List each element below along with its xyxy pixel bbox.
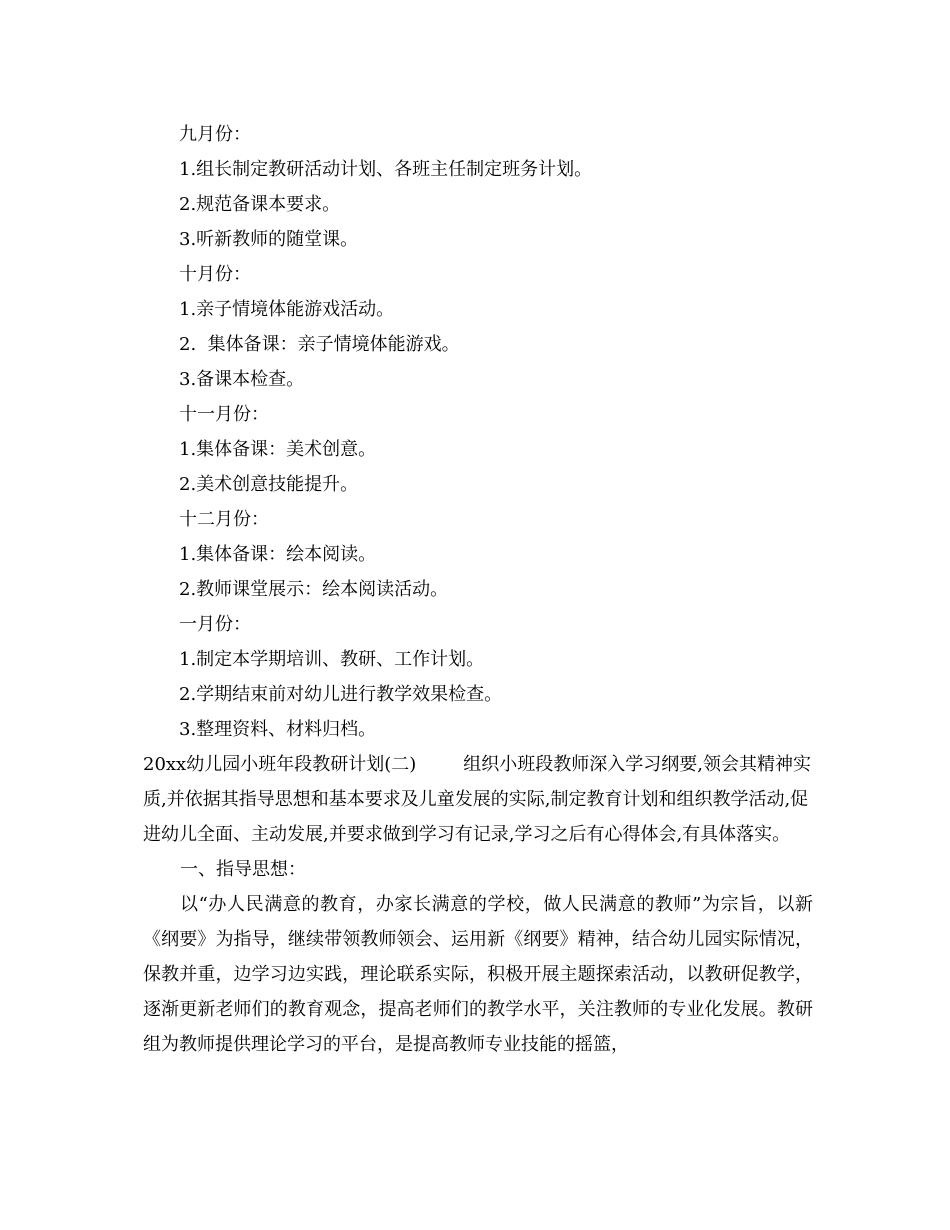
monthly-schedule (143, 117, 813, 747)
guiding-heading: 一、指导思想： (180, 859, 306, 880)
list-item: 2.规范备课本要求。 (179, 194, 341, 215)
plan2-section (143, 747, 813, 1062)
list-item: 1.集体备课：绘本阅读。 (179, 544, 377, 565)
month-heading-october: 十月份： (179, 264, 251, 285)
month-heading-september: 九月份： (179, 124, 251, 145)
plan2-intro-first: 组织小班段教师深入学习纲要,领会其精神 (463, 754, 793, 775)
list-item: 2. 集体备课：亲子情境体能游戏。 (179, 334, 460, 355)
month-heading-november: 十一月份： (179, 404, 269, 425)
list-item: 1.制定本学期培训、教研、工作计划。 (179, 649, 485, 670)
list-item: 3.听新教师的随堂课。 (179, 229, 359, 250)
month-heading-december: 十二月份： (179, 509, 269, 530)
guiding-paragraph: 以“办人民满意的教育，办家长满意的学校，做人民满意的教师”为宗旨，以新《纲要》为指导，继续带领教师领会、运用新《纲要》精神，结合幼儿园实际情况，保教并重，边学习边实践，理论联系实际，积极开展主题探索活动，以教研促教学，逐渐更新老师们的教育观念，提高老师们的教学水平，关注教师的专业化发展。教研组为教师提供理论学习的平台，是提高教师专业技能的摇篮， (143, 894, 813, 1055)
plan2-intro-paragraph (143, 747, 813, 852)
list-item: 1.亲子情境体能游戏活动。 (179, 299, 395, 320)
list-item: 1.集体备课：美术创意。 (179, 439, 377, 460)
plan2-intro-rest: 实质,并依据其指导思想和基本要求及儿童发展的实际,制定教育计划和组织教学活动,促进幼儿全面、主动发展,并要求做到学习有记录,学习之后有心得体会,有具体落实。 (143, 754, 811, 845)
list-item: 2.学期结束前对幼儿进行教学效果检查。 (179, 684, 503, 705)
list-item: 3.整理资料、材料归档。 (179, 719, 377, 740)
list-item: 2.美术创意技能提升。 (179, 474, 359, 495)
list-item: 1.组长制定教研活动计划、各班主任制定班务计划。 (179, 159, 593, 180)
list-item: 2.教师课堂展示：绘本阅读活动。 (179, 579, 449, 600)
list-item: 3.备课本检查。 (179, 369, 305, 390)
month-heading-january: 一月份： (179, 614, 251, 635)
plan2-title: 20xx幼儿园小班年段教研计划(二) (143, 754, 417, 775)
